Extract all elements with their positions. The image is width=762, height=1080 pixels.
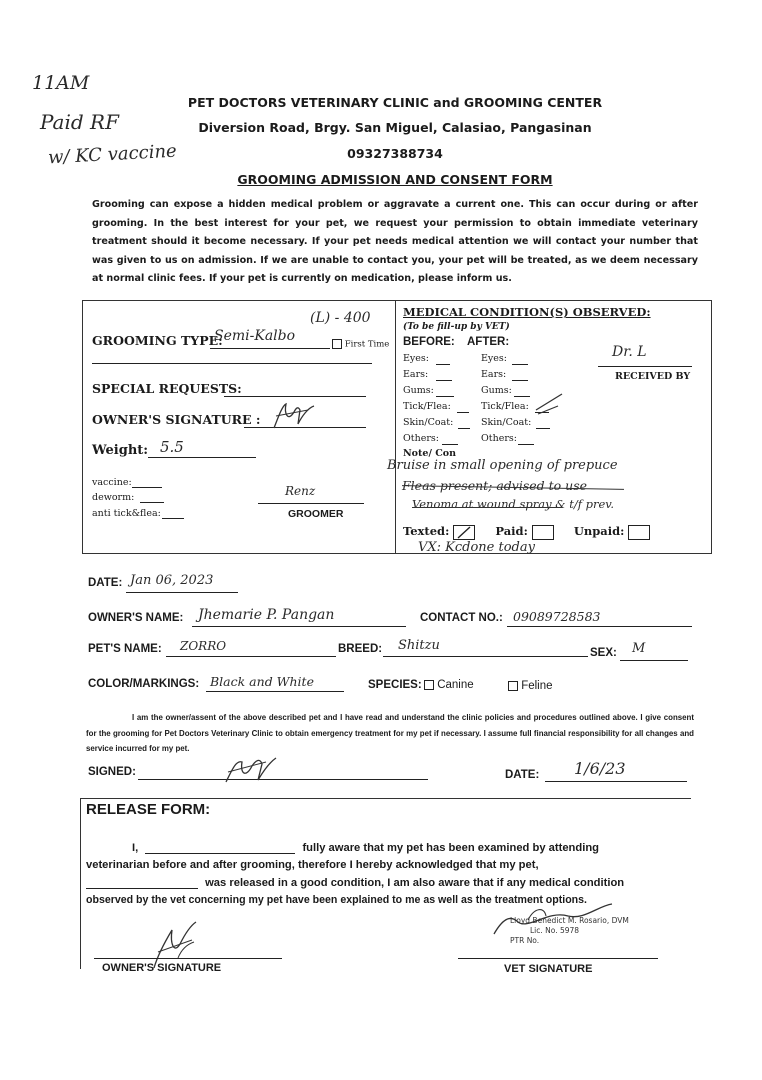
vet-stamp-license: Lic. No. 5978	[530, 926, 580, 935]
before-ears-line[interactable]	[436, 380, 452, 381]
after-eyes-line[interactable]	[512, 364, 528, 365]
signed-date-label: DATE:	[505, 769, 540, 781]
after-gums-line[interactable]	[514, 396, 530, 397]
after-tickflea: Tick/Flea:	[481, 401, 529, 412]
texted-checkbox[interactable]	[453, 525, 475, 540]
received-by-label: RECEIVED BY	[615, 371, 691, 382]
pet-name-line	[166, 656, 336, 657]
anti-tick-line[interactable]	[162, 518, 184, 519]
medical-title: MEDICAL CONDITION(S) OBSERVED:	[403, 305, 651, 319]
weight-label: Weight:	[92, 443, 149, 458]
after-gums: Gums:	[481, 385, 512, 396]
date-line	[126, 592, 238, 593]
owner-name-label: OWNER'S NAME:	[88, 612, 184, 624]
paid-checkbox[interactable]	[532, 525, 554, 540]
weight-line	[148, 457, 256, 458]
box-divider	[395, 300, 396, 554]
owner-signature-label: OWNER'S SIGNATURE :	[92, 412, 261, 427]
anti-tick-label: anti tick&flea:	[92, 508, 161, 519]
after-others: Others:	[481, 433, 517, 444]
vet-stamp-name: Lloyd Benedict M. Rosario, DVM	[510, 916, 629, 925]
contact-value[interactable]: 09089728583	[513, 609, 601, 624]
release-text-3: was released in a good condition, I am also aware that if any medical condition	[205, 877, 625, 889]
vaccine-line[interactable]	[132, 487, 162, 488]
after-skincoat-line[interactable]	[536, 428, 550, 429]
special-requests-line[interactable]	[224, 396, 366, 397]
release-text-1: fully aware that my pet has been examined by attending	[302, 842, 599, 854]
first-time-label: First Time	[344, 339, 390, 350]
vet-signature-label: VET SIGNATURE	[504, 963, 593, 975]
breed-value[interactable]: Shitzu	[398, 638, 440, 653]
species-feline-option[interactable]	[508, 680, 553, 692]
special-requests-label: SPECIAL REQUESTS:	[92, 381, 242, 396]
after-ears-line[interactable]	[512, 380, 528, 381]
groomer-line	[258, 503, 364, 504]
owner-name-value[interactable]: Jhemarie P. Pangan	[198, 607, 335, 623]
grooming-type-value[interactable]: Semi-Kalbo	[214, 328, 296, 344]
release-pet-blank[interactable]	[86, 888, 198, 889]
release-text-line-1	[86, 842, 686, 854]
first-time-checkbox[interactable]	[332, 339, 342, 349]
after-label: AFTER:	[467, 336, 510, 348]
texted-check-mark	[456, 526, 472, 539]
color-value[interactable]: Black and White	[210, 674, 314, 689]
before-tickflea: Tick/Flea:	[403, 401, 451, 412]
signed-date-line	[545, 781, 687, 782]
grooming-type-line-2	[92, 363, 372, 364]
before-skincoat: Skin/Coat:	[403, 417, 454, 428]
signed-line[interactable]	[138, 779, 428, 780]
after-eyes: Eyes:	[481, 353, 507, 364]
before-eyes-line[interactable]	[436, 364, 450, 365]
groomer-label: GROOMER	[288, 508, 344, 520]
deworm-label: deworm:	[92, 492, 135, 503]
color-label: COLOR/MARKINGS:	[88, 678, 200, 690]
first-time-option[interactable]	[332, 339, 389, 350]
before-eyes: Eyes:	[403, 353, 429, 364]
received-by-line	[598, 366, 692, 367]
after-others-line[interactable]	[518, 444, 534, 445]
vet-signature-scribble	[488, 900, 629, 940]
note-label: Note/ Con	[403, 448, 457, 459]
feline-checkbox[interactable]	[508, 681, 518, 691]
release-text-2: veterinarian before and after grooming, therefore I hereby acknowledged that my pet,	[86, 859, 539, 871]
color-line	[206, 691, 344, 692]
signed-signature-scribble	[222, 752, 278, 788]
species-label: SPECIES:	[368, 679, 422, 691]
before-skincoat-line[interactable]	[458, 428, 470, 429]
release-name-blank[interactable]	[145, 853, 295, 854]
margin-note-vaccine: w/ KC vaccine	[47, 140, 178, 169]
release-i-label: I,	[132, 842, 139, 854]
vaccine-label: vaccine:	[92, 477, 132, 488]
price-note: (L) - 400	[310, 310, 371, 326]
signed-date-value[interactable]: 1/6/23	[574, 759, 626, 778]
signed-label: SIGNED:	[88, 766, 136, 778]
margin-note-paid: Paid RF	[40, 110, 119, 134]
paid-label: Paid:	[495, 524, 528, 538]
species-canine-option[interactable]	[424, 679, 474, 691]
before-ears: Ears:	[403, 369, 429, 380]
before-others: Others:	[403, 433, 439, 444]
after-check-marks	[532, 390, 572, 424]
sex-value[interactable]: M	[632, 641, 646, 656]
clinic-phone: 09327388734	[347, 146, 443, 161]
medical-subtitle: (To be fill-up by VET)	[403, 322, 510, 332]
before-label: BEFORE:	[403, 336, 455, 348]
after-ears: Ears:	[481, 369, 507, 380]
owner-signature-scribble	[268, 398, 318, 434]
release-text-line-3	[86, 877, 686, 889]
vx-note: VX: Kcdone today	[418, 540, 535, 555]
vet-stamp-ptr: PTR No.	[510, 936, 540, 945]
note-line-3-strike	[412, 507, 562, 508]
pet-name-value[interactable]: ZORRO	[180, 639, 227, 653]
note-line-2[interactable]: Fleas present; advised to use	[402, 478, 588, 493]
margin-note-time: 11AM	[32, 72, 90, 94]
before-gums: Gums:	[403, 385, 434, 396]
owner-release-signature-label: OWNER'S SIGNATURE	[102, 962, 222, 974]
date-label: DATE:	[88, 577, 123, 589]
contact-line	[507, 626, 692, 627]
received-by-value: Dr. L	[612, 344, 647, 360]
texted-label: Texted:	[403, 524, 450, 538]
canine-label: Canine	[437, 679, 474, 691]
grooming-type-line	[210, 348, 330, 349]
canine-checkbox[interactable]	[424, 680, 434, 690]
grooming-type-label: GROOMING TYPE:	[92, 333, 223, 348]
unpaid-checkbox[interactable]	[628, 525, 650, 540]
consent-paragraph: I am the owner/assent of the above described pet and I have read and understand the clinic policies and procedures outlined above. I give consent for the grooming for Pet Doctors Veterinary Clinic to obtain emergency treatment for my pet if necessary. I assume full financial responsibility for all changes and service incurred for my pet.	[86, 713, 694, 753]
clinic-address: Diversion Road, Brgy. San Miguel, Calasiao, Pangasinan	[198, 120, 592, 135]
groomer-name: Renz	[285, 484, 316, 498]
form-title: GROOMING ADMISSION AND CONSENT FORM	[237, 172, 553, 187]
deworm-line[interactable]	[140, 502, 164, 503]
after-skincoat: Skin/Coat:	[481, 417, 532, 428]
unpaid-label: Unpaid:	[573, 524, 625, 538]
breed-line	[383, 656, 588, 657]
note-line-3[interactable]: Venoma at wound spray & t/f prev.	[412, 497, 615, 511]
intro-paragraph: Grooming can expose a hidden medical problem or aggravate a current one. This can occur during or after grooming. In the best interest for your pet, we request your permission to obtain immediate veterinary treatment should it become necessary. If your pet needs medical attention we will contact your number that was given to us on admission. If we are unable to contact you, your pet will be treated, as we deem necessary at normal clinic fees. If your pet is currently on medication, please inform us.	[92, 199, 698, 285]
note-line-1[interactable]: Bruise in small opening of prepuce	[387, 458, 618, 473]
pet-name-label: PET'S NAME:	[88, 643, 162, 655]
release-title: RELEASE FORM:	[86, 801, 211, 818]
before-tickflea-line[interactable]	[457, 412, 469, 413]
contact-label: CONTACT NO.:	[420, 612, 503, 624]
sex-label: SEX:	[590, 647, 617, 659]
date-value[interactable]: Jan 06, 2023	[130, 573, 214, 588]
before-others-line[interactable]	[442, 444, 458, 445]
release-text-4: observed by the vet concerning my pet have been explained to me as well as the treatment options.	[86, 894, 587, 906]
sex-line	[620, 660, 688, 661]
clinic-name: PET DOCTORS VETERINARY CLINIC and GROOMING CENTER	[187, 95, 603, 110]
before-gums-line[interactable]	[436, 396, 454, 397]
feline-label: Feline	[521, 680, 553, 692]
breed-label: BREED:	[338, 643, 383, 655]
owner-name-line	[192, 626, 406, 627]
vet-signature-line[interactable]	[458, 958, 658, 959]
weight-value[interactable]: 5.5	[160, 438, 184, 456]
payment-status-row	[403, 524, 650, 540]
owner-release-signature-line[interactable]	[94, 958, 282, 959]
